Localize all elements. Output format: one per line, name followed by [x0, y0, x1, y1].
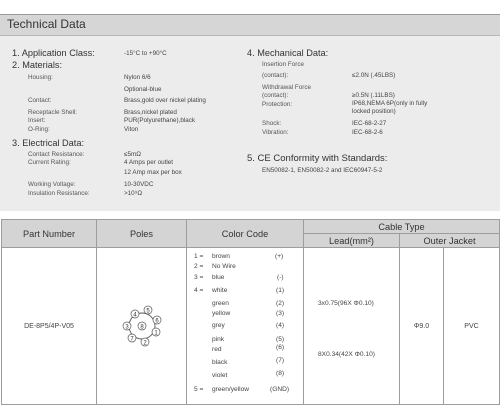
connector-pin-8 — [138, 322, 146, 330]
color-code-color: blue — [212, 274, 225, 281]
part-number-cell — [2, 248, 97, 405]
connector-pin-1 — [152, 328, 160, 336]
svg-text:7: 7 — [129, 336, 134, 343]
diameter-cell — [400, 248, 444, 405]
ce-conformity-value: EN50082-1, EN50082-2 and IEC60947-5-2 — [262, 167, 383, 174]
mechanical-label: Vibration: — [262, 129, 289, 136]
cable-type-header: Cable Type — [304, 220, 500, 234]
color-code-signal: (7) — [276, 357, 285, 364]
electrical-label: Working Voltage: — [28, 181, 76, 188]
color-code-number: 3 = — [194, 274, 204, 281]
materials-value: PUR(Polyurethane),black — [124, 117, 196, 124]
materials-label: Receptacle Shell: — [28, 109, 78, 116]
electrical-label: Contact Resistance: — [28, 151, 85, 158]
electrical-value: 10-30VDC — [124, 181, 154, 188]
color-code-signal: (GND) — [270, 386, 290, 393]
mechanical-data-heading: 4. Mechanical Data: — [247, 48, 329, 58]
color-code-color: violet — [212, 372, 228, 379]
mechanical-value: ≥0.5N (.11LBS) — [352, 92, 395, 99]
electrical-label: Current Rating: — [28, 159, 71, 166]
materials-label: Insert: — [28, 117, 46, 124]
color-code-list — [187, 248, 303, 404]
color-code-signal: (8) — [276, 370, 285, 377]
materials-value: Brass,nickel plated — [124, 109, 177, 116]
mechanical-value: IEC-68-2-27 — [352, 120, 387, 127]
mechanical-label: Shock: — [262, 120, 282, 127]
color-code-color: grey — [212, 322, 225, 329]
materials-value: Nylon 6/6 — [124, 74, 151, 81]
color-code-number: 4 = — [194, 287, 204, 294]
svg-text:8: 8 — [139, 324, 144, 331]
application-class-value: -15°C to +90°C — [124, 50, 167, 57]
outer-jacket-header: Outer Jacket — [400, 234, 500, 248]
connector-pinout-diagram — [112, 296, 172, 356]
jacket-cell — [444, 248, 500, 405]
color-code-signal: (6) — [276, 344, 285, 351]
lead-value-power: 3x0.75(96X Φ0.10) — [318, 300, 374, 307]
electrical-label: Insulation Resistance: — [28, 190, 90, 197]
lead-header: Lead(mm²) — [304, 234, 400, 248]
application-class-heading: 1. Application Class: — [12, 48, 95, 58]
materials-label: Housing: — [28, 74, 53, 81]
mechanical-value: IEC-68-2-6 — [352, 129, 383, 136]
color-code-number: 1 = — [194, 253, 204, 260]
mechanical-label: Insertion Force — [262, 61, 304, 68]
color-code-signal: (+) — [275, 253, 284, 260]
materials-heading: 2. Materials: — [12, 60, 63, 70]
color-code-signal: (1) — [276, 287, 285, 294]
mechanical-value: ≤2.0N (.45LBS) — [352, 72, 396, 79]
color-code-color: pink — [212, 336, 225, 343]
electrical-value: >10⁹Ω — [124, 190, 143, 197]
materials-value: Optional-blue — [124, 86, 162, 93]
svg-text:3: 3 — [124, 324, 129, 331]
color-code-number: 2 = — [194, 263, 204, 270]
materials-label: Contact: — [28, 97, 52, 104]
color-code-color: black — [212, 359, 228, 366]
materials-value: Viton — [124, 126, 139, 133]
color-code-color: green/yellow — [212, 386, 250, 393]
jacket-value: PVC — [464, 322, 479, 330]
lead-value-signal: 8X0.34(42X Φ0.10) — [318, 351, 375, 358]
mechanical-label: Withdrawal Force — [262, 84, 311, 91]
mechanical-value: IP68,NEMA 6P(only in fully — [352, 100, 428, 107]
poles-header: Poles — [97, 220, 187, 248]
diameter-value: Φ9.0 — [413, 322, 430, 330]
connector-pin-3 — [123, 322, 131, 330]
materials-label: O-Ring: — [28, 126, 50, 133]
mechanical-label: Protection: — [262, 101, 293, 108]
color-code-signal: (4) — [276, 322, 285, 329]
electrical-value: 12 Amp max per box — [124, 169, 182, 176]
color-code-color: No Wire — [212, 263, 236, 270]
part-number-value: DE-8P5/4P-V05 — [24, 322, 74, 330]
product-table — [1, 219, 500, 405]
color-code-color: green — [212, 300, 229, 307]
color-code-cell — [187, 248, 304, 405]
electrical-value: ≤5mΩ — [124, 151, 141, 158]
color-code-color: red — [212, 346, 222, 353]
lead-cell — [304, 248, 400, 405]
electrical-value: 4 Amps per outlet — [124, 159, 174, 166]
color-code-color: yellow — [212, 310, 231, 317]
svg-text:4: 4 — [132, 312, 137, 319]
color-code-signal: (3) — [276, 310, 285, 317]
electrical-data-heading: 3. Electrical Data: — [12, 138, 84, 148]
color-code-signal: (5) — [276, 336, 285, 343]
technical-data-title: Technical Data — [7, 17, 86, 31]
color-code-signal: (2) — [276, 300, 285, 307]
part-number-header: Part Number — [2, 220, 97, 248]
mechanical-value: locked position) — [352, 108, 396, 115]
svg-text:6: 6 — [154, 318, 159, 325]
svg-text:2: 2 — [142, 340, 147, 347]
color-code-number: 5 = — [194, 386, 204, 393]
mechanical-label: (contact): — [262, 92, 289, 99]
connector-pin-7 — [128, 334, 136, 342]
svg-text:1: 1 — [153, 330, 158, 337]
color-code-color: brown — [212, 253, 230, 260]
connector-pin-5 — [144, 306, 152, 314]
ce-conformity-heading: 5. CE Conformity with Standards: — [247, 153, 388, 164]
materials-value: Brass,gold over nickel plating — [124, 97, 206, 104]
connector-pin-4 — [131, 310, 139, 318]
color-code-color: white — [212, 287, 228, 294]
poles-cell — [97, 248, 187, 405]
mechanical-label: (contact): — [262, 72, 289, 79]
connector-pin-2 — [141, 338, 149, 346]
connector-pin-6 — [153, 316, 161, 324]
color-code-signal: (-) — [277, 274, 284, 281]
color-code-header: Color Code — [187, 220, 304, 248]
svg-text:5: 5 — [145, 308, 150, 315]
